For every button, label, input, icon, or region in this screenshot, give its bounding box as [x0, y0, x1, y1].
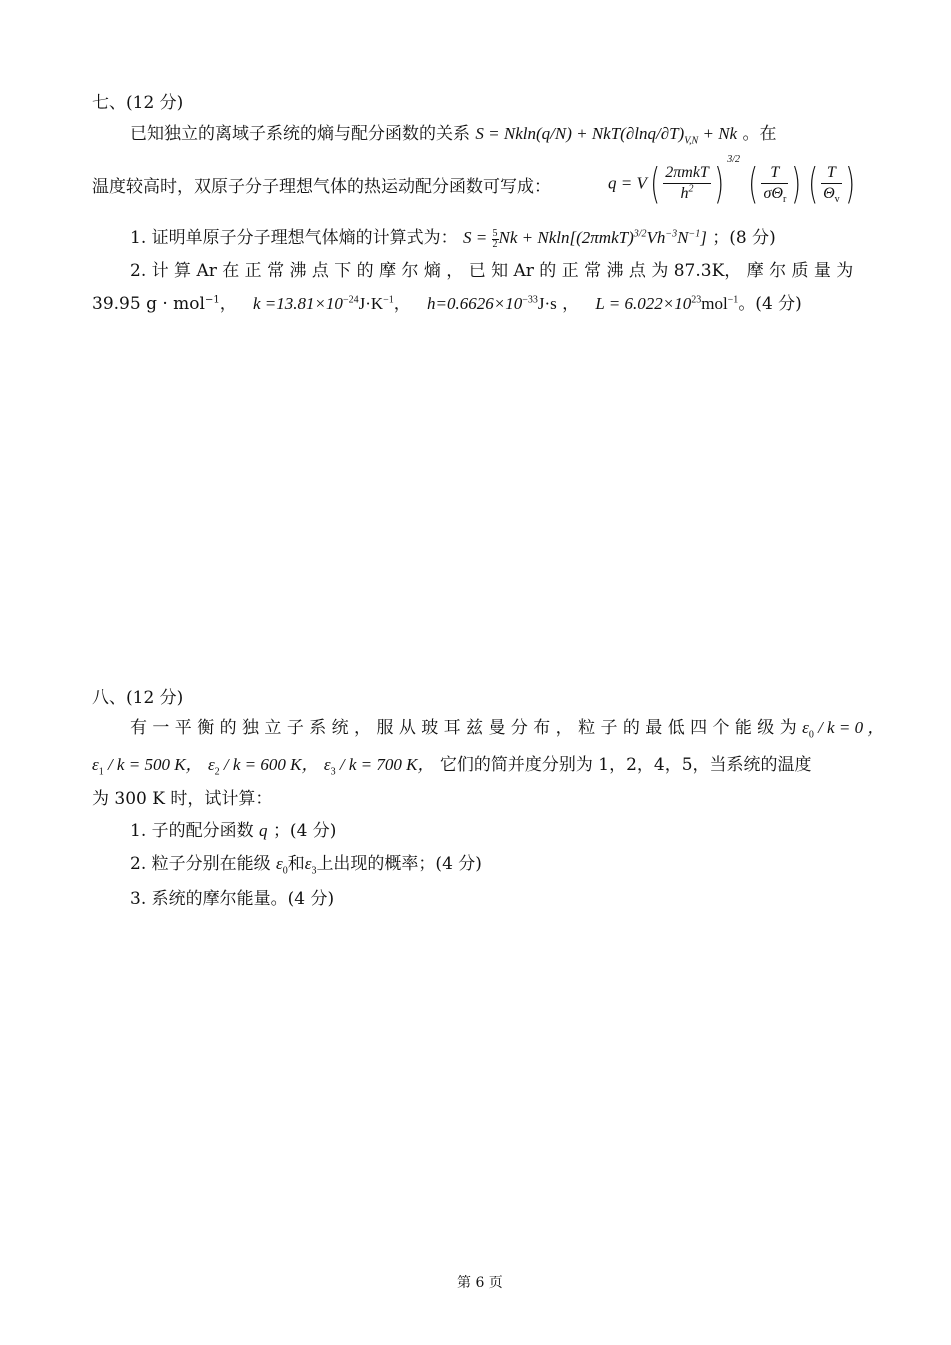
partition-function-formula: q = V( $\frac{\text{2πmkT}}{h^2}$ ) $^{3/2}$ ( $\frac{T}{\sigma\Theta_r}$ ) ( $\frac{T}{\Theta_v}$ ) — [608, 154, 855, 208]
energy-level-1: $\varepsilon_1 / k = 500$ K， — [92, 755, 203, 778]
energy-level-0: $\varepsilon_0 / k = 0$ ， — [802, 718, 885, 741]
question-8-line-3: 为 300 K 时，试计算： — [92, 789, 273, 809]
energy-level-2: $\varepsilon_2 / k = 600$ K， — [207, 755, 319, 778]
epsilon-3: $\varepsilon_3$ — [304, 854, 317, 877]
question-7-line-2: 温度较高时，双原子分子理想气体的热运动配分函数可写成： — [92, 177, 551, 197]
energy-level-3: $\varepsilon_3 / k = 700$ K， — [323, 755, 435, 778]
item-1-text: 证明单原子分子理想气体熵的计算式为： — [151, 228, 458, 248]
question-7-item-1 — [130, 227, 776, 250]
item-label: 1. — [130, 228, 147, 248]
question-8-item-2: 2. 粒子分别在能级 $\varepsilon_0$和$\varepsilon_3$上出现的概率；(4 分) — [130, 854, 482, 877]
partition-function-symbol: q — [259, 821, 268, 840]
question-8-heading: 八、(12 分) — [92, 688, 184, 708]
molar-mass: 39.95 g · mol$^{-1}$ — [92, 294, 220, 314]
question-7-item-2 — [130, 260, 853, 282]
question-8-line-1 — [130, 717, 884, 739]
entropy-relation-formula: $S = Nkln(q/N) + NkT(\partial\ln q/\partial T)_{V,N} + Nk$ — [475, 124, 738, 147]
planck-constant: $h=0.6626\times 10^{-33}J\cdot s$ — [427, 294, 557, 313]
question-7-line-1 — [130, 123, 776, 145]
q8-line1-text: 有 一 平 衡 的 独 立 子 系 统 ， 服 从 玻 耳 兹 曼 分 布 ， 粒 子 的 最 低 四 个 能 级 为 — [130, 718, 797, 738]
page-number: 第 6 页 — [457, 1275, 503, 1291]
item-1-score: ；(8 分) — [712, 228, 776, 248]
question-7-item-2-constants: 39.95 g · mol$^{-1}$， $k =13.81\times 10^{-24}J\cdot K^{-1}$， $h=0.6626\times 10^{-33}J\cdot s$ ， $L = 6.022\times 10^{23}mol^{-1}$。(4 分) — [92, 294, 802, 314]
avogadro-constant: $L = 6.022\times 10^{23}mol^{-1}$ — [595, 294, 739, 313]
item-label: 2. — [130, 261, 147, 281]
question-8-item-3: 3. 系统的摩尔能量。(4 分) — [130, 889, 335, 909]
epsilon-0: $\varepsilon_0$ — [276, 854, 288, 877]
boltzmann-constant: $k =13.81\times 10^{-24}J\cdot K^{-1}$ — [252, 294, 394, 313]
question-7-heading: 七、(12 分) — [92, 93, 184, 113]
question-8-item-1: 1. 子的配分函数 q ；(4 分) — [130, 821, 337, 841]
q7-line1-suffix: 。在 — [742, 124, 777, 144]
q7-line1-text: 已知独立的离域子系统的熵与配分函数的关系 — [130, 124, 470, 144]
item-2-text: 计 算 Ar 在 正 常 沸 点 下 的 摩 尔 熵 ， 已 知 Ar 的 正 常 沸 点 为 87.3K， 摩 尔 质 量 为 — [151, 261, 854, 281]
question-8-line-2 — [92, 754, 812, 776]
degeneracy-text: 它们的简并度分别为 1，2，4，5，当系统的温度 — [439, 755, 812, 775]
monatomic-entropy-formula: S = $\frac{5}{2}$ $Nk + Nkln[(2\pi mkT)^{3/2}Vh^{-3}N^{-1}]$ — [463, 227, 707, 250]
